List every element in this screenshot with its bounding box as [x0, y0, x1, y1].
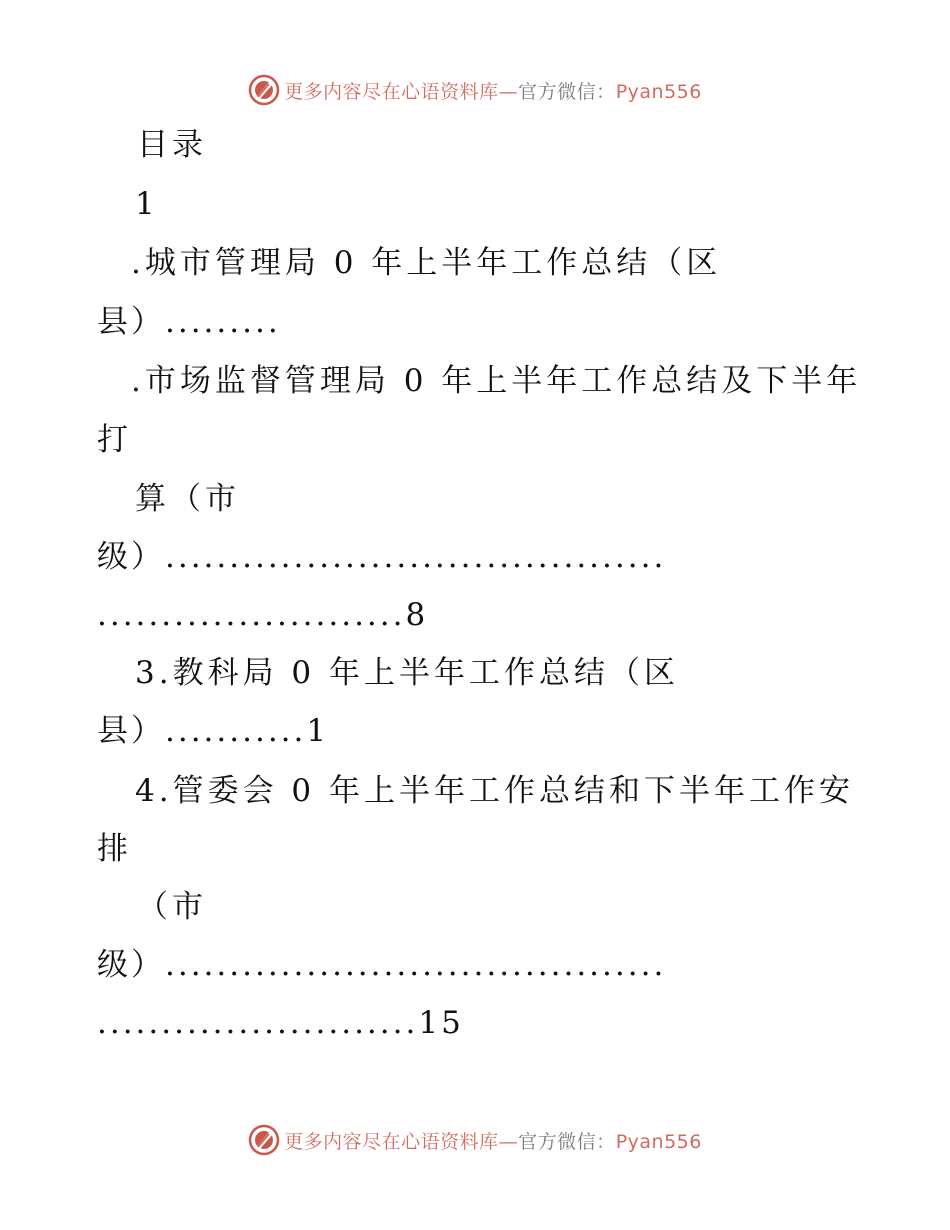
toc-line: ........................8 — [97, 597, 429, 633]
watermark-wechat-id: Pyan556 — [615, 1130, 702, 1153]
toc-line: 县）...........1 — [97, 713, 330, 749]
toc-line: 级）....................................... — [97, 947, 667, 983]
toc-line: 县）......... — [97, 304, 281, 340]
toc-line: .城市管理局 0 年上半年工作总结（区 — [131, 245, 722, 281]
watermark-wechat-id: Pyan556 — [615, 80, 702, 103]
toc-line: （市 — [137, 889, 207, 925]
watermark-separator: — — [498, 1130, 519, 1153]
toc-line: 打 — [97, 422, 132, 458]
toc-line: 3.教科局 0 年上半年工作总结（区 — [135, 655, 680, 691]
watermark-official-label: 官方微信： — [518, 80, 616, 103]
toc-line: 算（市 — [135, 481, 240, 517]
pen-quill-logo-icon — [248, 74, 280, 106]
watermark-official-label: 官方微信： — [518, 1130, 616, 1153]
footer-watermark — [0, 1122, 950, 1158]
toc-line: 级）....................................... — [97, 539, 667, 575]
toc-line: 排 — [97, 831, 132, 867]
watermark-brand: 更多内容尽在心语资料库 — [284, 1130, 499, 1153]
watermark-separator: — — [498, 80, 519, 103]
header-watermark — [0, 72, 950, 108]
toc-line: .市场监督管理局 0 年上半年工作总结及下半年 — [131, 363, 862, 399]
pen-quill-logo-icon — [248, 1124, 280, 1156]
watermark-brand: 更多内容尽在心语资料库 — [284, 80, 499, 103]
toc-line: .........................15 — [97, 1005, 464, 1041]
toc-line: 4.管委会 0 年上半年工作总结和下半年工作安 — [135, 773, 855, 809]
toc-line: 1 — [135, 186, 159, 222]
toc-title: 目录 — [137, 127, 207, 163]
